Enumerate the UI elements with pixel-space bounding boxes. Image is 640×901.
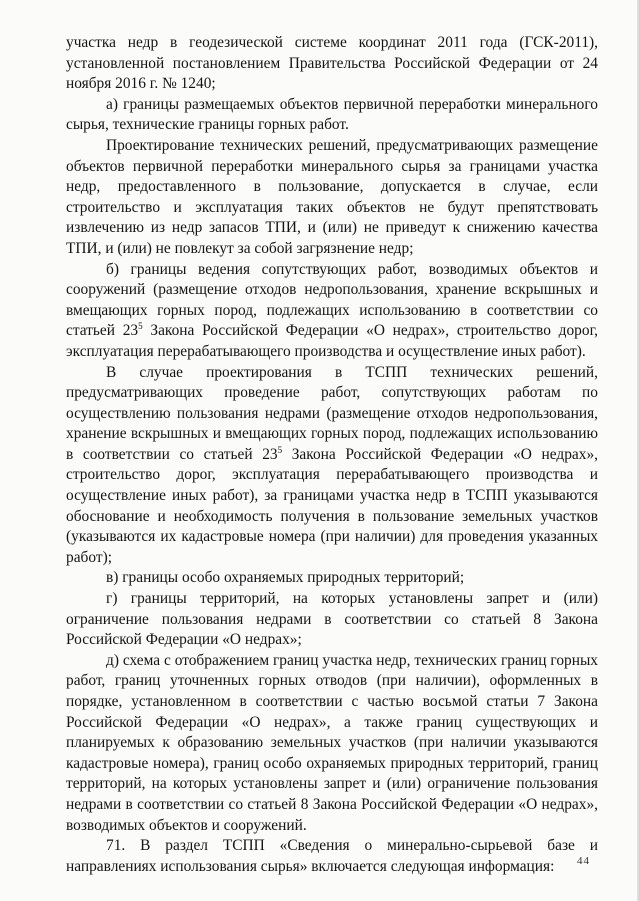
paragraph-design-case-text-1: В случае проектирования в ТСПП технических решений, предусматривающих проведение работ, сопутствующих работам по осуществлению пользования недрами (размещение отходов недропользования, хранение вскрышных и вмещающих горных пород, подлежащих использованию в соответствии со статьей 23 — [66, 363, 598, 463]
paragraph-design-solutions: Проектирование технических решений, предусматривающих размещение объектов первичной переработки минерального сырья за границами участка недр, предоставленного в пользование, допускается в случае, если строительство и эксплуатация таких объектов не будут препятствовать извлечению из недр запасов ТПИ, и (или) не приведут к снижению качества ТПИ, и (или) не повлекут за собой загрязнение недр; — [66, 136, 598, 257]
article-superscript: 5 — [277, 444, 283, 455]
paragraph-a: а) границы размещаемых объектов первичной переработки минерального сырья, технические границы горных работ. — [66, 95, 598, 134]
paragraph-71: 71. В раздел ТСПП «Сведения о минерально-сырьевой базе и направлениях использования сырья» включается следующая информация: — [66, 837, 598, 875]
paragraph-coordinates: участка недр в геодезической системе координат 2011 года (ГСК-2011), установленной постановлением Правительства Российской Федерации от 24 ноября 2016 г. № 1240; — [66, 34, 598, 93]
page-number: 44 — [577, 855, 590, 867]
paragraph-design-case-text-2: Закона Российской Федерации «О недрах», строительство дорог, эксплуатация перерабатывающего производства и осуществление иных работ), за границами участка недр в ТСПП указываются обоснование и необходимость получения в пользование земельных участков (указываются их кадастровые номера (при наличии) для проведения указанных работ); — [66, 445, 598, 566]
document-body — [66, 33, 598, 877]
paragraph-b-text-1: б) границы ведения сопутствующих работ, возводимых объектов и сооружений (размещение отходов недропользования, хранение вскрышных и вмещающих горных пород, подлежащих использованию в соответствии со статьей 23 — [66, 260, 598, 340]
paragraph-b — [66, 260, 598, 363]
paragraph-b-text-2: Закона Российской Федерации «О недрах», строительство дорог, эксплуатация перерабатывающего производства и осуществление иных работ). — [66, 322, 598, 360]
paragraph-design-case — [66, 363, 598, 569]
paragraph-g: г) границы территорий, на которых установлены запрет и (или) ограничение пользования недрами в соответствии со статьей 8 Закона Российской Федерации «О недрах»; — [66, 590, 598, 649]
paragraph-d: д) схема с отображением границ участка недр, технических границ горных работ, границ уточненных горных отводов (при наличии), оформленных в порядке, установленном в соответствии с частью восьмой статьи 7 Закона Российской Федерации «О недрах», а также границ существующих и планируемых к образованию земельных участков (при наличии указываются кадастровые номера), границ особо охраняемых природных территорий, границ территорий, на которых установлены запрет и (или) ограничение пользования недрами в соответствии со статьей 8 Закона Российской Федерации «О недрах», возводимых объектов и сооружений. — [66, 651, 598, 834]
paragraph-v: в) границы особо охраняемых природных территорий; — [106, 569, 465, 587]
article-superscript: 5 — [138, 321, 143, 332]
